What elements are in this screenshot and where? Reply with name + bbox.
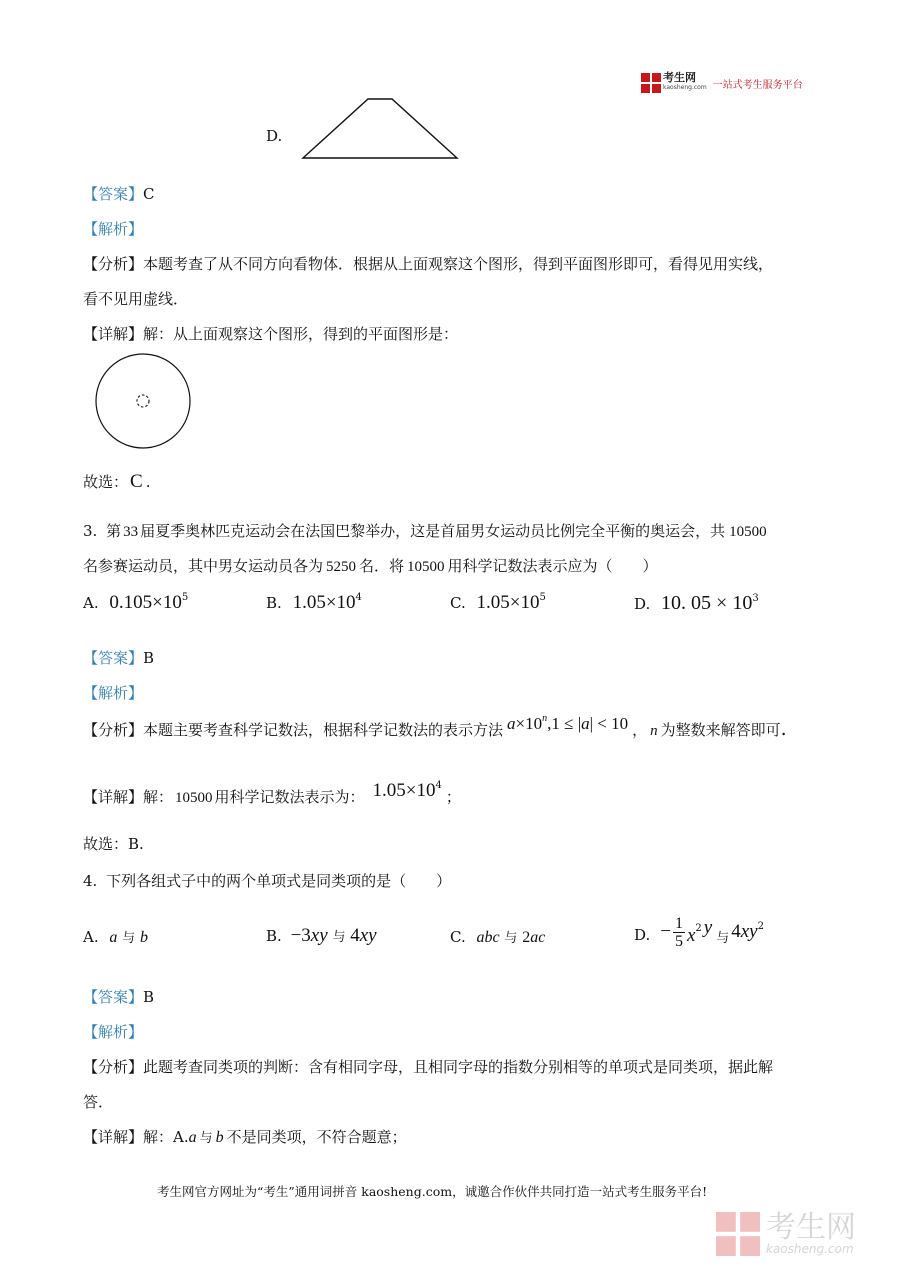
q4-answer-line	[83, 986, 154, 1007]
option-var: xy	[359, 925, 377, 946]
q4-analysis-tag: 【解析】	[83, 1023, 144, 1041]
q3-stem-number: 33	[123, 524, 139, 540]
option-var: a	[109, 929, 118, 946]
fenxi-var: n	[650, 723, 658, 739]
xiangjie-text: 不是同类项，不符合题意；	[226, 1128, 407, 1146]
option-exponent: 5	[539, 592, 546, 603]
q3-stem-text: 名．将	[359, 557, 405, 575]
circle-top-view-figure	[93, 353, 193, 449]
q4-xiangjie-line	[83, 1126, 407, 1147]
answer-value: B	[143, 988, 155, 1006]
kaosheng-logo-icon	[641, 73, 661, 93]
q2-conclusion	[83, 471, 150, 493]
q3-option-a	[83, 592, 188, 614]
q3-option-c	[450, 592, 546, 614]
formula-part: ,1 ≤ |	[547, 714, 582, 733]
option-exponent: 2	[695, 922, 702, 934]
option-value: 1.05×10	[292, 592, 356, 613]
fenxi-text: 本题考查了从不同方向看物体．根据从上面观察这个图形，得到平面图形即可，看得见用实线，	[143, 255, 774, 273]
option-exponent: 2	[757, 920, 764, 932]
option-coef: 4	[350, 925, 360, 946]
logo-text: 考生网	[663, 71, 696, 84]
conclusion-value: C	[130, 471, 143, 492]
q3-stem-number: 10500	[729, 524, 767, 540]
q3-stem-text: 名参赛运动员，其中男女运动员各为	[83, 557, 324, 575]
q3-analysis-tag: 【解析】	[83, 684, 144, 702]
formula-part: | < 10	[589, 714, 629, 733]
xiangjie-text: 解：A.	[143, 1128, 189, 1146]
q3-xiangjie-line	[83, 780, 461, 808]
option-var: xy	[740, 921, 758, 942]
fenxi-tag: 【分析】	[83, 255, 144, 273]
fenxi-text: 此题考查同类项的判断：含有相同字母，且相同字母的指数分别相等的单项式是同类项，据此解	[143, 1058, 774, 1076]
option-label: B.	[266, 594, 282, 612]
answer-tag: 【答案】	[83, 988, 144, 1006]
xiangjie-tag: 【详解】	[83, 788, 144, 806]
answer-tag: 【答案】	[83, 649, 144, 667]
header-slogan: 一站式考生服务平台	[712, 79, 803, 91]
watermark-logo	[716, 1212, 856, 1256]
option-connector: 与	[716, 930, 730, 946]
option-connector: 与	[122, 931, 136, 946]
fenxi-formula	[507, 714, 628, 733]
option-var: y	[703, 917, 713, 938]
q4-option-b	[266, 925, 377, 947]
option-exponent: 3	[752, 593, 759, 604]
option-value: 1.05×10	[476, 592, 540, 613]
kaosheng-watermark-icon	[716, 1212, 760, 1256]
q4-stem-text: 下列各组式子中的两个单项式是同类项的是（ ）	[106, 872, 452, 890]
q4-fenxi-line1	[83, 1056, 773, 1077]
option-connector: 与	[504, 931, 518, 946]
xiangjie-end: ；	[445, 788, 461, 806]
q4-option-a	[83, 927, 148, 947]
xiangjie-tag: 【详解】	[83, 1128, 144, 1146]
q3-fenxi-line	[83, 713, 787, 740]
footer-text: 考生网官方网址为“考生”通用词拼音 kaosheng.com，诚邀合作伙伴共同打造一站式考生服务平台!	[157, 1184, 708, 1199]
q2-xiangjie-line	[83, 323, 458, 344]
q3-conclusion: 故选：B.	[83, 835, 144, 853]
watermark-text: 考生网	[766, 1210, 856, 1245]
answer-value: B	[143, 649, 155, 667]
option-label: C.	[450, 594, 466, 612]
q3-stem-text: 届夏季奥林匹克运动会在法国巴黎举办，这是首届男女运动员比例完全平衡的奥运会，共	[140, 522, 726, 540]
option-coef: 2	[522, 929, 531, 946]
fenxi-text: 本题主要考查科学记数法，根据科学记数法的表示方法	[143, 721, 504, 739]
q4-stem	[83, 870, 451, 891]
header-logo	[641, 72, 803, 94]
q2-fenxi-line2: 看不见用虚线．	[83, 290, 189, 308]
option-value: 10. 05 × 10	[661, 592, 753, 614]
option-coef: −3	[290, 925, 311, 946]
formula-exponent: n	[542, 713, 548, 724]
q3-stem-line1	[83, 520, 767, 541]
q3-option-b	[266, 592, 362, 614]
fenxi-text: 为整数来解答即可	[660, 721, 781, 739]
xiangjie-var: b	[215, 1129, 224, 1146]
xiangjie-tag: 【详解】	[83, 325, 144, 343]
option-label: A.	[83, 928, 99, 946]
formula-part: ×10	[515, 714, 543, 733]
logo-subtext: kaosheng.com	[663, 84, 707, 91]
q3-stem-text: 第	[106, 522, 122, 540]
q3-stem-number: 10500	[407, 559, 445, 575]
trapezoid-figure	[300, 96, 462, 162]
q3-stem-line2	[83, 555, 658, 576]
q4-fenxi-line2: 答．	[83, 1093, 114, 1111]
option-var: ac	[530, 929, 546, 946]
xiangjie-text: 解：	[143, 788, 174, 806]
formula-var: a	[581, 714, 590, 733]
fenxi-period: .	[780, 718, 787, 740]
xiangjie-value: 1.05×10	[372, 780, 436, 801]
q3-option-d	[634, 592, 759, 615]
option-label: C.	[450, 928, 466, 946]
option-connector: 与	[332, 930, 346, 945]
option-exponent: 5	[181, 592, 189, 603]
q2-answer-line	[83, 183, 155, 204]
question-number: 4.	[83, 872, 98, 890]
conclusion-suffix: .	[145, 473, 151, 491]
xiangjie-exponent: 4	[435, 780, 442, 791]
q2-option-d-label: D.	[266, 127, 283, 145]
option-minus: −	[660, 921, 671, 942]
fenxi-tag: 【分析】	[83, 721, 144, 739]
q3-stem-number: 5250	[326, 559, 357, 575]
question-number: 3.	[83, 522, 98, 540]
option-coef: 4	[731, 921, 741, 942]
q4-option-d	[634, 902, 764, 962]
q4-option-c	[450, 927, 545, 947]
formula-var: a	[507, 714, 516, 733]
q3-stem-text: 用科学记数法表示应为（ ）	[447, 557, 658, 575]
xiangjie-number: 10500	[175, 790, 213, 806]
fenxi-tag: 【分析】	[83, 1058, 144, 1076]
xiangjie-text: 用科学记数法表示为：	[214, 788, 365, 806]
fraction-denominator: 5	[674, 932, 683, 950]
fenxi-sep: ，	[632, 721, 648, 739]
watermark-subtext: kaosheng.com	[766, 1242, 854, 1256]
answer-tag: 【答案】	[83, 185, 144, 203]
xiangjie-var: a	[188, 1129, 197, 1146]
answer-value: C	[143, 185, 155, 203]
option-var: b	[139, 929, 148, 946]
xiangjie-connector: 与	[199, 1131, 213, 1146]
q2-fenxi-line1	[83, 253, 773, 274]
q3-answer-line	[83, 647, 154, 668]
option-value: 0.105×10	[109, 592, 182, 613]
option-label: D.	[634, 926, 651, 944]
conclusion-prefix: 故选：	[83, 473, 129, 491]
option-label: A.	[83, 594, 99, 612]
option-label: D.	[634, 595, 651, 613]
option-fraction	[673, 915, 685, 950]
option-exponent: 4	[355, 592, 362, 603]
fraction-numerator: 1	[674, 914, 683, 932]
option-var: x	[686, 925, 696, 946]
option-var: xy	[310, 925, 328, 946]
xiangjie-text: 解：从上面观察这个图形，得到的平面图形是：	[143, 325, 459, 343]
q2-analysis-tag: 【解析】	[83, 220, 144, 238]
option-label: B.	[266, 927, 282, 945]
option-var: abc	[476, 929, 500, 946]
